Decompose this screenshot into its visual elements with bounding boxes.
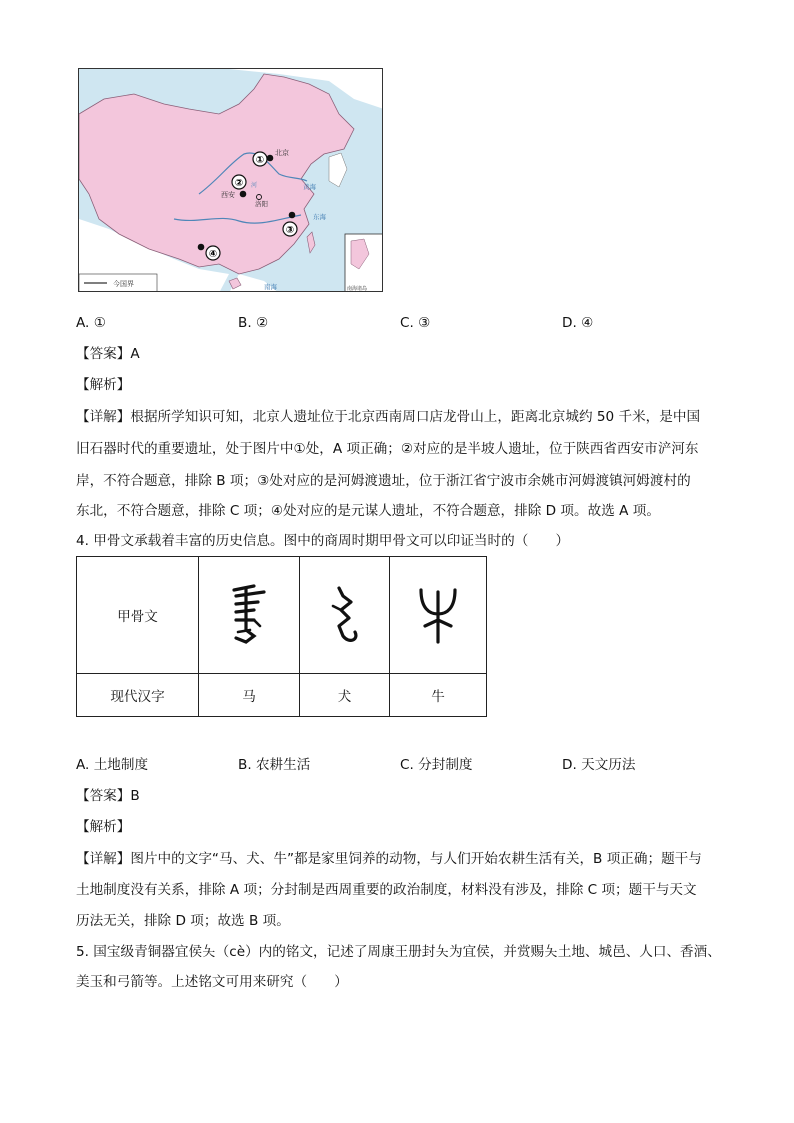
svg-text:④: ④ [208,249,218,260]
svg-text:①: ① [255,155,265,166]
q5-stem-line-2: 美玉和弓箭等。上述铭文可用来研究（ ） [76,974,348,990]
taiwan-land [307,232,315,253]
label-nanhai: 南海 [264,283,277,291]
q3-detail-line-3: 岸，不符合题意，排除 B 项；③处对应的是河姆渡遗址，位于浙江省宁波市余姚市河姆渡镇河姆渡村的 [76,473,691,489]
marker-3 [283,222,297,236]
site3-dot [289,212,296,219]
q3-option-a[interactable]: A. ① [76,315,106,331]
marker-1 [253,152,267,166]
marker-4 [206,246,220,260]
q4-option-b[interactable]: B. 农耕生活 [238,757,311,773]
q3-detail-line-2: 旧石器时代的重要遗址，处于图片中①处，A 项正确；②对应的是半坡人遗址，位于陕西省西安市浐河东 [76,441,699,457]
oracle-glyph-horse [199,557,299,673]
modern-char-dog: 犬 [337,689,352,705]
q4-option-a[interactable]: A. 土地制度 [76,757,149,773]
q4-detail-line-1: 【详解】图片中的文字“马、犬、牛”都是家里饲养的动物，与人们开始农耕生活有关，B 项正确；题干与 [76,851,702,867]
label-luoyang: 洛阳 [255,200,268,208]
beijing-dot [267,155,274,162]
q4-option-c[interactable]: C. 分封制度 [400,757,473,773]
oracle-bone-table [76,556,487,717]
q4-answer: 【答案】B [76,788,140,804]
svg-text:②: ② [234,178,244,189]
label-huanghai: 黄海 [303,183,316,191]
oracle-glyph-ox [390,557,486,673]
q3-answer: 【答案】A [76,346,140,362]
site4-dot [198,244,205,251]
q4-detail-line-2: 土地制度没有关系，排除 A 项；分封制是西周重要的政治制度，材料没有涉及，排除 C 项；题干与天文 [76,882,697,898]
korea-land [329,153,347,187]
modern-char-ox: 牛 [431,689,445,705]
q3-option-c[interactable]: C. ③ [400,315,431,331]
q5-stem-line-1: 5. 国宝级青铜器宜侯夨（cè）内的铭文，记述了周康王册封夨为宜侯，并赏赐夨土地、城邑、人口、香酒、 [76,944,721,960]
q3-detail-line-1: 【详解】根据所学知识可知，北京人遗址位于北京西南周口店龙骨山上，距离北京城约 50 千米，是中国 [76,409,701,425]
china-map [78,68,383,292]
q3-detail-line-4: 东北，不符合题意，排除 C 项；④处对应的是元谋人遗址，不符合题意，排除 D 项。故选 A 项。 [76,503,660,519]
label-donghai: 东海 [313,213,326,221]
legend-label: 今国界 [113,280,134,288]
q4-analysis-label: 【解析】 [76,819,131,835]
marker-2 [232,175,246,189]
q4-stem: 4. 甲骨文承载着丰富的历史信息。图中的商周时期甲骨文可以印证当时的（ ） [76,533,570,549]
label-inset: 南海诸岛 [347,286,368,292]
xian-dot [240,191,247,198]
row2-header: 现代汉字 [110,689,165,705]
q4-detail-line-3: 历法无关，排除 D 项；故选 B 项。 [76,913,290,929]
modern-char-horse: 马 [242,689,256,705]
label-xian: 西安 [221,191,235,199]
q3-option-b[interactable]: B. ② [238,315,269,331]
svg-text:③: ③ [285,225,295,236]
label-river-he: 河 [251,182,258,189]
q4-option-d[interactable]: D. 天文历法 [562,757,636,773]
label-beijing: 北京 [275,149,289,157]
row1-header: 甲骨文 [117,609,158,625]
q3-option-d[interactable]: D. ④ [562,315,594,331]
oracle-glyph-dog [300,557,389,673]
q3-analysis-label: 【解析】 [76,377,131,393]
map-graphic [79,69,383,292]
